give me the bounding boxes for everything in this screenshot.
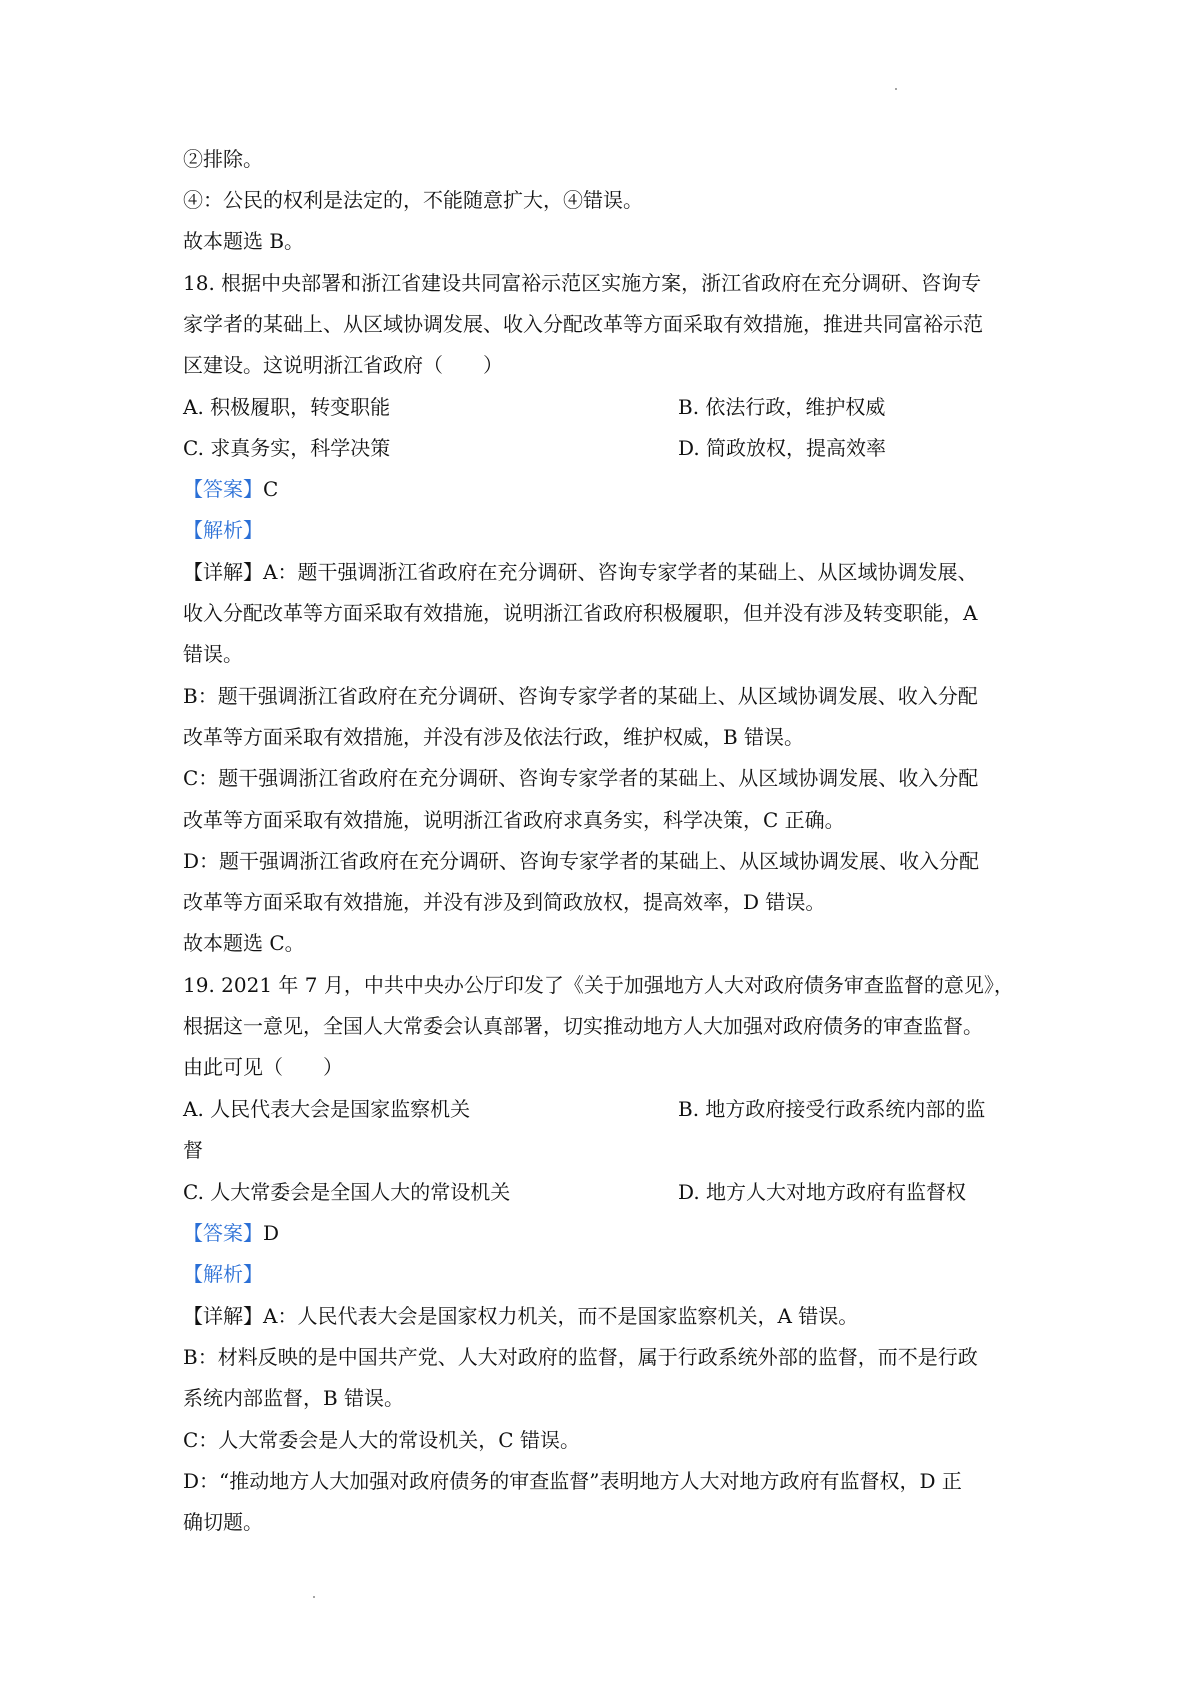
answer-value: C (263, 477, 279, 501)
text-line: 故本题选 C。 (183, 931, 305, 955)
text-line: D：题干强调浙江省政府在充分调研、咨询专家学者的某础上、从区域协调发展、收入分配 (183, 849, 980, 873)
text-line: B：题干强调浙江省政府在充分调研、咨询专家学者的某础上、从区域协调发展、收入分配 (183, 684, 978, 708)
detail-tag: 【详解】 (183, 560, 263, 584)
q18-option-b: B. 依法行政，维护权威 (678, 395, 886, 419)
text-line: 收入分配改革等方面采取有效措施，说明浙江省政府积极履职，但并没有涉及转变职能，A (183, 601, 978, 625)
question-19-stem: 由此可见（ ） (183, 1055, 343, 1079)
scan-dot-top (895, 88, 897, 90)
q18-analysis-tag: 【解析】 (183, 518, 263, 542)
detail-tag: 【详解】 (183, 1304, 263, 1328)
q19-analysis-tag: 【解析】 (183, 1262, 263, 1286)
detail-text: A：题干强调浙江省政府在充分调研、咨询专家学者的某础上、从区域协调发展、 (263, 560, 978, 584)
q18-answer (183, 475, 278, 503)
question-19-stem: 根据这一意见，全国人大常委会认真部署，切实推动地方人大加强对政府债务的审查监督。 (183, 1014, 983, 1038)
question-18-stem: 家学者的某础上、从区域协调发展、收入分配改革等方面采取有效措施，推进共同富裕示范 (183, 312, 983, 336)
text-line: 改革等方面采取有效措施，说明浙江省政府求真务实，科学决策，C 正确。 (183, 808, 845, 832)
text-line: B：材料反映的是中国共产党、人大对政府的监督，属于行政系统外部的监督，而不是行政 (183, 1345, 978, 1369)
question-18-stem: 18. 根据中央部署和浙江省建设共同富裕示范区实施方案，浙江省政府在充分调研、咨询专 (183, 271, 982, 295)
answer-tag: 【答案】 (183, 1221, 263, 1245)
q19-option-b: B. 地方政府接受行政系统内部的监 (678, 1097, 986, 1121)
text-line: ②排除。 (183, 147, 263, 171)
q18-option-c: C. 求真务实，科学决策 (183, 436, 391, 460)
text-line: ④：公民的权利是法定的，不能随意扩大，④错误。 (183, 188, 643, 212)
text-line: 系统内部监督，B 错误。 (183, 1386, 405, 1410)
q19-option-a: A. 人民代表大会是国家监察机关 (183, 1097, 471, 1121)
text-line: D：“推动地方人大加强对政府债务的审查监督”表明地方人大对地方政府有监督权，D 正 (183, 1469, 962, 1493)
text-line: 确切题。 (183, 1510, 263, 1534)
q18-option-d: D. 简政放权，提高效率 (678, 436, 887, 460)
detail-text: A：人民代表大会是国家权力机关，而不是国家监察机关，A 错误。 (263, 1304, 859, 1328)
q18-option-a: A. 积极履职，转变职能 (183, 395, 391, 419)
question-18-stem: 区建设。这说明浙江省政府（ ） (183, 353, 503, 377)
q19-option-c: C. 人大常委会是全国人大的常设机关 (183, 1180, 511, 1204)
q18-detail (183, 558, 977, 586)
text-line: 改革等方面采取有效措施，并没有涉及依法行政，维护权威，B 错误。 (183, 725, 805, 749)
text-line: C：人大常委会是人大的常设机关，C 错误。 (183, 1428, 580, 1452)
answer-value: D (263, 1221, 280, 1245)
scan-dot-bottom (313, 1596, 315, 1598)
text-line: 错误。 (183, 642, 243, 666)
q19-option-d: D. 地方人大对地方政府有监督权 (678, 1180, 967, 1204)
text-line: C：题干强调浙江省政府在充分调研、咨询专家学者的某础上、从区域协调发展、收入分配 (183, 766, 979, 790)
answer-tag: 【答案】 (183, 477, 263, 501)
q19-option-b-wrap: 督 (183, 1138, 203, 1162)
text-line: 故本题选 B。 (183, 229, 305, 253)
text-line: 改革等方面采取有效措施，并没有涉及到简政放权，提高效率，D 错误。 (183, 890, 826, 914)
question-19-stem: 19. 2021 年 7 月，中共中央办公厅印发了《关于加强地方人大对政府债务审查监督的意见》， (183, 973, 1014, 997)
q19-answer (183, 1219, 279, 1247)
q19-detail (183, 1302, 858, 1330)
